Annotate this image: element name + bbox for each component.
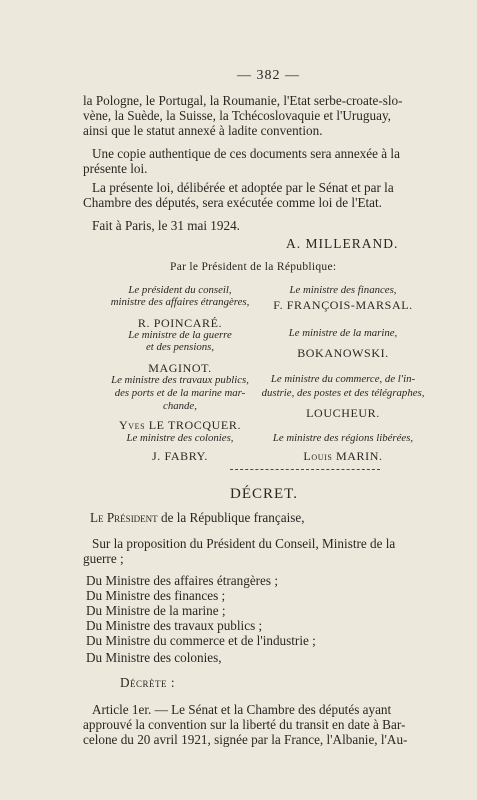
proposition-line: Sur la proposition du Président du Conseil, Ministre de la (92, 536, 396, 551)
ministry-line: Du Ministre du commerce et de l'industrie ; (86, 633, 316, 648)
signatory-role: des ports et de la marine mar- (114, 387, 246, 399)
separator-rule (230, 469, 380, 470)
signatory-role: Le président du conseil, (128, 284, 232, 296)
signatory-role: Le ministre de la marine, (288, 327, 398, 339)
signatory-name: MAGINOT. (148, 361, 212, 375)
signatory-role: et des pensions, (145, 341, 215, 353)
signatory-role: Le ministre des travaux publics, (111, 374, 249, 386)
article-line: Article 1er. — Le Sénat et la Chambre des députés ayant (92, 702, 392, 717)
signatory-role: Le ministre du commerce, de l'in- (270, 373, 416, 385)
signatory-role: Le ministre de la guerre (128, 329, 232, 341)
date-line: Fait à Paris, le 31 mai 1924. (92, 218, 240, 233)
signatory-role: dustrie, des postes et des télégraphes, (261, 387, 425, 399)
signatory-name: R. POINCARÉ. (137, 316, 223, 330)
proposition-line: guerre ; (83, 551, 124, 566)
intro-rest: de la République française, (160, 510, 305, 525)
article-line: celone du 20 avril 1921, signée par la France, l'Albanie, l'Au- (83, 732, 408, 747)
intro-small-caps: Le Président (90, 510, 158, 525)
decret-title: DÉCRET. (230, 486, 298, 502)
article-line: approuvé la convention sur la liberté du transit en date à Bar- (83, 717, 406, 732)
paragraph-line: présente loi. (83, 161, 148, 176)
paragraph-line: ainsi que le statut annexé à ladite convention. (83, 123, 323, 138)
decrete-label: Décrète : (120, 675, 175, 690)
paragraph-line: Une copie authentique de ces documents sera annexée à la (92, 146, 400, 161)
president-signature: A. MILLERAND. (286, 236, 399, 251)
ministry-line: Du Ministre des affaires étrangères ; (86, 573, 279, 588)
signatory-role: ministre des affaires étrangères, (110, 296, 250, 308)
paragraph-line: vène, la Suède, la Suisse, la Tchécoslovaquie et l'Uruguay, (83, 108, 391, 123)
page-number: — 382 — (237, 68, 300, 83)
signatory-name: BOKANOWSKI. (297, 346, 389, 360)
signatory-role: Le ministre des finances, (289, 284, 397, 296)
signatory-name: Yves LE TROCQUER. (118, 418, 242, 432)
paragraph-line: La présente loi, délibérée et adoptée par le Sénat et par la (92, 180, 394, 195)
signatory-role: Le ministre des régions libérées, (272, 432, 414, 444)
signatory-role: Le ministre des colonies, (126, 432, 234, 444)
ministry-line: Du Ministre des colonies, (86, 650, 222, 665)
ministry-line: Du Ministre de la marine ; (86, 603, 226, 618)
signatory-name: F. FRANÇOIS-MARSAL. (273, 298, 413, 312)
signatory-name: Louis MARIN. (303, 449, 383, 463)
decret-intro (90, 510, 305, 525)
ministry-line: Du Ministre des finances ; (86, 588, 226, 603)
signatory-role: chande, (163, 400, 197, 412)
signatory-name: LOUCHEUR. (306, 406, 380, 420)
paragraph-line: la Pologne, le Portugal, la Roumanie, l'Etat serbe-croate-slo- (83, 93, 403, 108)
par-le-president: Par le Président de la République: (170, 261, 337, 273)
paragraph-line: Chambre des députés, sera exécutée comme loi de l'Etat. (83, 195, 382, 210)
ministry-line: Du Ministre des travaux publics ; (86, 618, 263, 633)
signatory-name: J. FABRY. (152, 449, 208, 463)
